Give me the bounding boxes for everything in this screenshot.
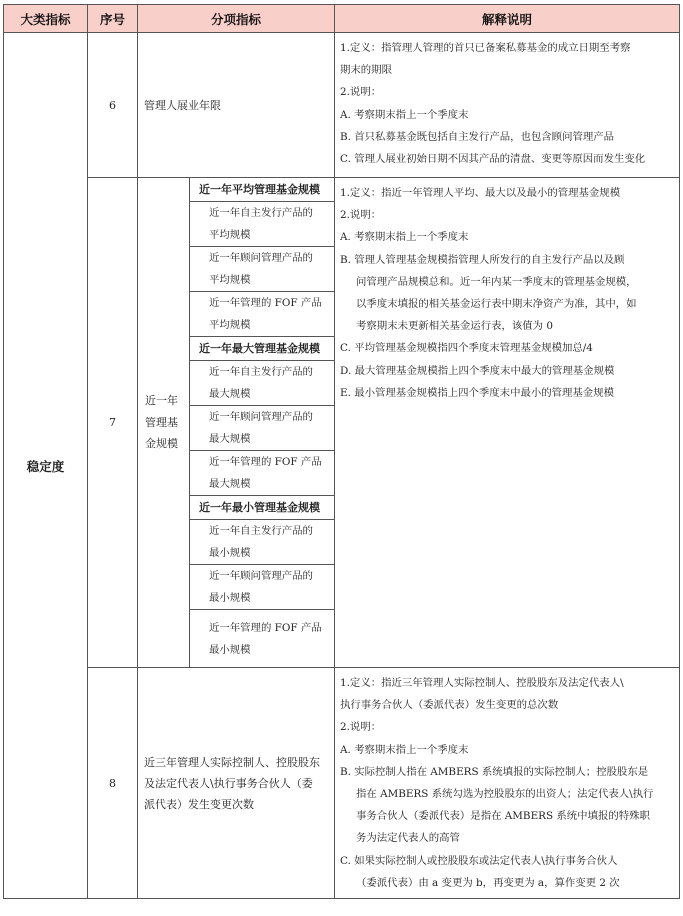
desc-line: C. 平均管理基金规模指四个季度末管理基金规模加总/4 xyxy=(340,342,593,355)
desc-line: 指在 AMBERS 系统勾选为控股股东的出资人；法定代表人\执行 xyxy=(356,788,654,801)
desc-line: E. 最小管理基金规模指上四个季度末中最小的管理基金规模 xyxy=(340,386,614,399)
sub-item xyxy=(190,292,335,337)
sub-item xyxy=(190,520,335,565)
desc-line: 务为法定代表人的高管 xyxy=(356,832,460,845)
item-name-line: 及法定代表人\执行事务合伙人（委 xyxy=(144,776,313,790)
description xyxy=(335,33,680,178)
desc-line: C. 如果实际控制人或控股股东或法定代表人\执行事务合伙人 xyxy=(340,854,618,867)
desc-line: C. 管理人展业初始日期不因其产品的清盘、变更等原因而发生变化 xyxy=(340,153,646,166)
sub-item xyxy=(190,202,335,247)
desc-line: 期末的期限 xyxy=(340,64,392,77)
desc-line: 考察期末未更新相关基金运行表，该值为 0 xyxy=(356,320,553,333)
desc-line: A. 考察期末指上一个季度末 xyxy=(340,108,469,121)
sub-item-line: 最小规模 xyxy=(209,547,251,559)
sub-item xyxy=(190,610,335,668)
sub-item-line: 最小规模 xyxy=(209,592,251,604)
sub-item-line: 平均规模 xyxy=(209,319,251,331)
row-number: 8 xyxy=(88,668,138,899)
desc-line: A. 考察期末指上一个季度末 xyxy=(340,231,469,244)
item-name-line: 派代表）发生变更次数 xyxy=(144,797,254,811)
table-row xyxy=(4,33,680,178)
sub-item-line: 近一年顾问管理产品的 xyxy=(209,570,313,582)
header-no: 序号 xyxy=(88,5,138,33)
sub-item xyxy=(190,247,335,292)
sub-item-line: 最大规模 xyxy=(209,388,251,400)
sub-item-line: 最大规模 xyxy=(209,433,251,445)
sub-item-line: 近一年顾问管理产品的 xyxy=(209,252,313,264)
desc-line: B. 管理人管理基金规模指管理人所发行的自主发行产品以及顾 xyxy=(340,253,625,266)
sub-item-line: 近一年顾问管理产品的 xyxy=(209,411,313,423)
desc-line: 1.定义：指管理人管理的首只已备案私募基金的成立日期至考察 xyxy=(340,42,631,54)
sub-item xyxy=(190,361,335,406)
row-number: 7 xyxy=(88,178,138,668)
header-desc: 解释说明 xyxy=(335,5,680,33)
sub-item xyxy=(190,451,335,496)
desc-line: 2.说明： xyxy=(340,209,382,222)
desc-line: 1.定义：指近三年管理人实际控制人、控股股东及法定代表人\ xyxy=(340,677,624,689)
item-name-line: 金规模 xyxy=(145,437,178,451)
item-name xyxy=(138,178,190,668)
desc-line: 1.定义：指近一年管理人平均、最大以及最小的管理基金规模 xyxy=(340,187,621,199)
sub-item: 近一年最大管理基金规模 xyxy=(190,337,335,361)
item-name-line: 近一年 xyxy=(145,394,178,408)
sub-item-line: 近一年管理的 FOF 产品 xyxy=(209,456,322,468)
item-name: 管理人展业年限 xyxy=(138,33,335,178)
sub-item xyxy=(190,406,335,451)
sub-item-line: 近一年自主发行产品的 xyxy=(209,366,313,378)
item-name-line: 管理基 xyxy=(145,415,178,429)
indicator-table xyxy=(3,4,680,899)
description xyxy=(335,178,680,668)
table-row xyxy=(4,668,680,899)
desc-line: 执行事务合伙人（委派代表）发生变更的总次数 xyxy=(340,699,559,712)
sub-item-line: 近一年管理的 FOF 产品 xyxy=(209,297,322,309)
desc-line: 问管理产品规模总和。近一年内某一季度末的管理基金规模， xyxy=(356,275,637,288)
sub-item-line: 近一年自主发行产品的 xyxy=(209,207,313,219)
desc-line: B. 实际控制人指在 AMBERS 系统填报的实际控制人；控股股东是 xyxy=(340,765,649,778)
item-name xyxy=(138,668,335,899)
desc-line: A. 考察期末指上一个季度末 xyxy=(340,743,469,756)
header-category: 大类指标 xyxy=(4,5,88,33)
desc-line: D. 最大管理基金规模指上四个季度末中最大的管理基金规模 xyxy=(340,364,615,377)
header-row xyxy=(4,5,680,33)
description xyxy=(335,668,680,899)
sub-item-line: 近一年管理的 FOF 产品 xyxy=(209,621,322,634)
sub-item-line: 近一年自主发行产品的 xyxy=(209,525,313,537)
table-row xyxy=(4,178,680,202)
item-name-line: 近三年管理人实际控制人、控股股东 xyxy=(144,755,320,769)
category-cell: 稳定度 xyxy=(4,33,88,899)
sub-item-line: 平均规模 xyxy=(209,229,251,241)
desc-line: 以季度末填报的相关基金运行表中期末净资产为准，其中，如 xyxy=(356,298,637,311)
desc-line: 2.说明： xyxy=(340,721,382,734)
sub-item-line: 最小规模 xyxy=(209,643,251,656)
desc-line: 事务合伙人（委派代表）是指在 AMBERS 系统中填报的特殊职 xyxy=(356,810,650,823)
row-number: 6 xyxy=(88,33,138,178)
sub-item-line: 最大规模 xyxy=(209,478,251,490)
sub-item: 近一年最小管理基金规模 xyxy=(190,496,335,520)
header-item: 分项指标 xyxy=(138,5,335,33)
sub-item: 近一年平均管理基金规模 xyxy=(190,178,335,202)
sub-item xyxy=(190,565,335,610)
desc-line: （委派代表）由 a 变更为 b，再变更为 a，算作变更 2 次 xyxy=(356,876,620,889)
desc-line: B. 首只私募基金既包括自主发行产品，也包含顾问管理产品 xyxy=(340,130,615,143)
sub-item-line: 平均规模 xyxy=(209,274,251,286)
desc-line: 2.说明： xyxy=(340,86,382,99)
